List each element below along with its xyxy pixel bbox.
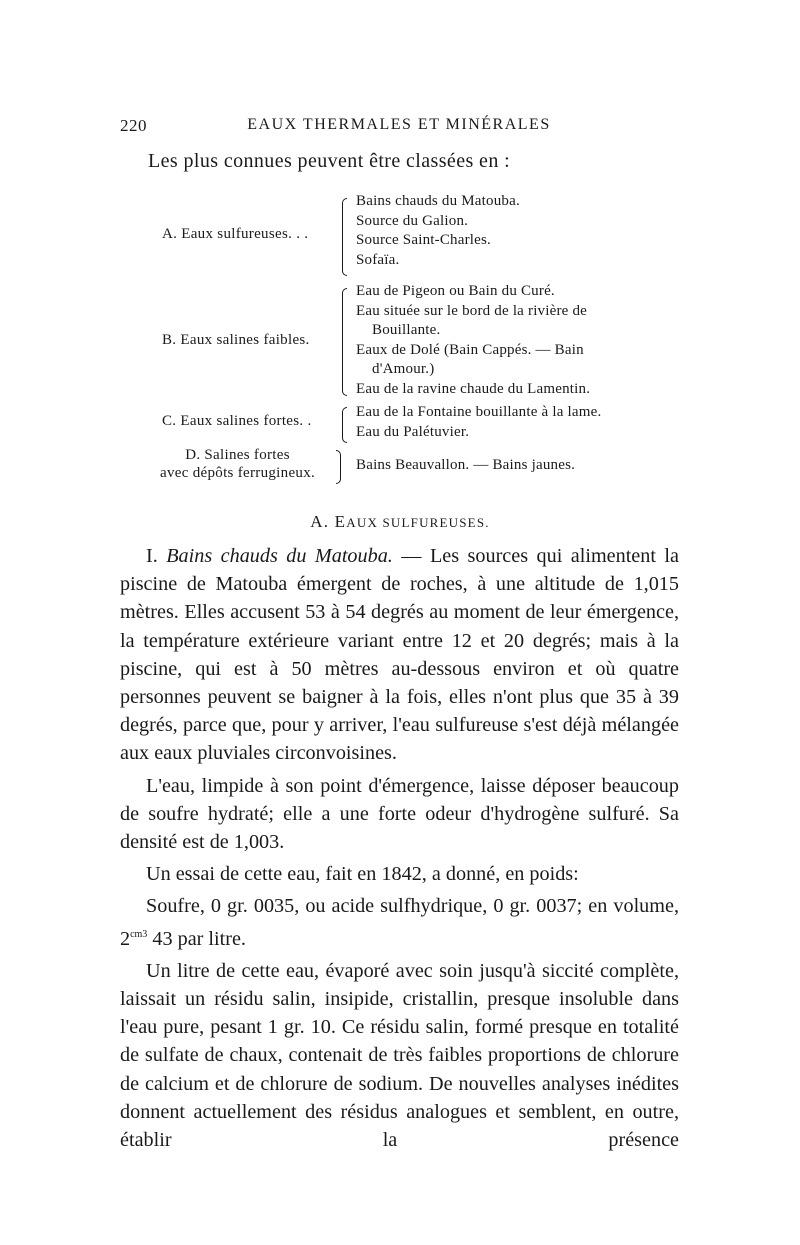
class-label-d-line2: avec dépôts ferrugineux. — [160, 465, 316, 481]
section-heading — [0, 512, 800, 532]
unit-superscript: cm3 — [130, 928, 148, 940]
class-items-a — [356, 192, 686, 270]
list-item: Bains chauds du Matouba. — [356, 193, 520, 209]
section-title-rest: AUX SULFUREUSES. — [346, 515, 490, 530]
list-item: Bains Beauvallon. — Bains jaunes. — [356, 457, 576, 473]
class-label-d — [160, 446, 315, 482]
section-letter: A. — [310, 512, 330, 531]
spring-name: Bains chauds du Matouba. — [166, 545, 393, 567]
section-title — [335, 512, 490, 531]
paragraph: Un litre de cette eau, évaporé avec soin jusqu'à siccité complète, laissait un résidu salin, insipide, cristallin, presque insoluble dans l'eau pure, pesant 1 gr. 10. Ce résidu salin, formé presque en totalité de sulfate de chaux, contenait de très faibles proportions de chlorure de calcium et de chlorure de sodium. De nouvelles analyses inédites donnent actuellement des résidus analogues et semblent, en outre, établir la présence — [120, 959, 679, 1152]
paragraph: Un essai de cette eau, fait en 1842, a donné, en poids: — [146, 863, 579, 886]
paragraph-text: 43 par litre. — [147, 927, 246, 950]
paragraph — [120, 542, 679, 768]
brace-a — [342, 198, 347, 276]
list-item: Source Saint-Charles. — [356, 232, 492, 248]
paragraph — [120, 892, 679, 952]
class-items-d — [356, 456, 686, 476]
running-head — [120, 116, 678, 140]
paragraph-number: I. — [146, 545, 167, 567]
list-item: Eau de la Fontaine bouillante à la lame. — [356, 404, 602, 420]
list-item: Eau de Pigeon ou Bain du Curé. — [356, 283, 555, 299]
brace-c — [342, 407, 347, 443]
paragraph-text: Soufre, 0 gr. 0035, ou acide sulfhydrique, 0 gr. 0037; en volume, 2 — [120, 895, 679, 950]
intro-line: Les plus connues peuvent être classées en : — [148, 150, 511, 172]
paragraph-text: — Les sources qui alimentent la piscine de Matouba émergent de roches, à une altitude de 1,015 mètres. Elles accusent 53 à 54 degrés au moment de leur émergence, la température extérieure variant entre 12 et 20 degrés; mais à la piscine, qui est à 50 mètres au-dessous environ et où quatre personnes peuvent se baigner à la fois, elles n'ont plus que 35 à 39 degrés, parce que, pour y arriver, l'eau sulfureuse s'est déjà mélangée aux eaux pluviales circonvoisines. — [120, 545, 679, 765]
class-label-d-line1: D. Salines fortes — [185, 447, 290, 463]
class-items-c — [356, 403, 686, 442]
class-label-c: C. Eaux salines fortes. . — [162, 413, 312, 429]
brace-d — [336, 450, 341, 484]
list-item: Eau située sur le bord de la rivière de — [356, 302, 588, 319]
list-item: Eau du Palétuvier. — [356, 423, 470, 440]
list-item: Eau de la ravine chaude du Lamentin. — [356, 380, 591, 397]
class-label-a: A. Eaux sulfureuses. . . — [162, 226, 309, 242]
brace-b — [342, 288, 347, 396]
paragraph: L'eau, limpide à son point d'émergence, laisse déposer beaucoup de soufre hydraté; elle a une forte odeur d'hydrogène sulfuré. Sa densité est de 1,003. — [120, 774, 679, 854]
list-item: d'Amour.) — [372, 361, 435, 377]
class-items-b — [356, 282, 686, 399]
page-number: 220 — [120, 116, 147, 135]
list-item: Source du Galion. — [356, 212, 469, 229]
list-item: Bouillante. — [372, 322, 441, 338]
list-item: Eaux de Dolé (Bain Cappés. — Bain — [356, 341, 584, 358]
class-label-b: B. Eaux salines faibles. — [162, 332, 310, 348]
running-title: EAUX THERMALES ET MINÉRALES — [247, 116, 551, 133]
section-title-initial: E — [334, 512, 347, 531]
body-text — [120, 542, 679, 1154]
list-item: Sofaïa. — [356, 251, 400, 268]
